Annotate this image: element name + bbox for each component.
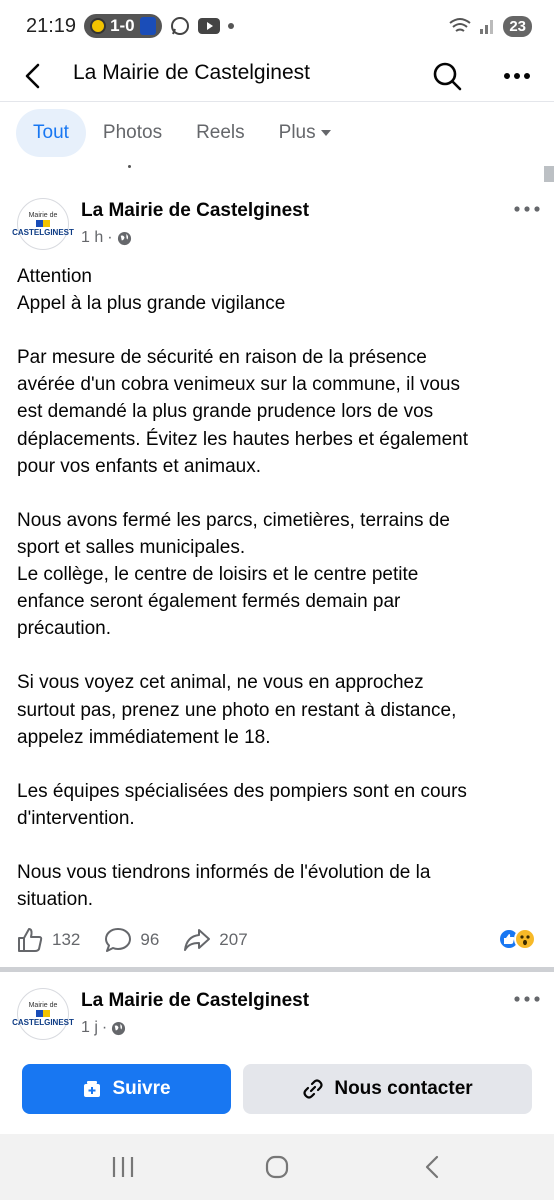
town-flag-icon-2 xyxy=(36,1010,50,1017)
post-text-line: Attention xyxy=(17,266,92,287)
post-text-line: d'intervention. xyxy=(17,807,135,829)
tab-plus[interactable] xyxy=(262,109,348,157)
post-more-icon[interactable] xyxy=(512,199,542,219)
notification-dot-icon xyxy=(228,23,234,29)
comment-icon xyxy=(104,926,132,954)
post-text-line: précaution. xyxy=(17,618,112,640)
post-meta-2 xyxy=(81,1019,126,1037)
post-text-line: Nous avons fermé les parcs, cimetières, terrains de xyxy=(17,509,450,531)
avatar-text-bottom: CASTELGINEST xyxy=(12,227,74,237)
follow-icon xyxy=(82,1079,102,1099)
team-crest-icon xyxy=(140,17,156,35)
post-text-line: Par mesure de sécurité en raison de la présence xyxy=(17,347,427,369)
contact-button[interactable] xyxy=(243,1064,532,1114)
back-arrow-icon[interactable] xyxy=(18,60,50,92)
search-icon[interactable] xyxy=(430,59,464,93)
page-avatar[interactable] xyxy=(12,198,74,250)
tab-tout[interactable]: Tout xyxy=(16,109,86,157)
paragraph-gap xyxy=(17,480,537,507)
post-text-line: Si vous voyez cet animal, ne vous en approchez xyxy=(17,672,424,694)
status-bar xyxy=(0,0,554,52)
youtube-icon xyxy=(198,18,220,34)
system-nav-bar xyxy=(0,1134,554,1200)
paragraph-gap xyxy=(17,317,537,344)
post-time-2[interactable]: 1 j xyxy=(81,1019,98,1036)
post-text-line: avérée d'un cobra venimeux sur la commune, il vous xyxy=(17,374,460,396)
link-icon xyxy=(302,1078,324,1100)
post-text-line: Les équipes spécialisées des pompiers sont en cours xyxy=(17,780,467,802)
avatar-text-bottom-2: CASTELGINEST xyxy=(12,1017,74,1027)
share-count: 207 xyxy=(219,930,248,949)
home-icon[interactable] xyxy=(262,1154,292,1180)
post-text-line: déplacements. Évitez les hautes herbes et également xyxy=(17,428,468,450)
back-nav-icon[interactable] xyxy=(418,1154,448,1180)
whatsapp-icon xyxy=(170,16,190,36)
live-score: 1-0 xyxy=(110,16,135,35)
share-icon xyxy=(183,926,211,954)
like-count: 132 xyxy=(52,930,81,949)
paragraph-gap xyxy=(17,832,537,859)
tab-reels[interactable]: Reels xyxy=(196,122,245,143)
avatar-text-top: Mairie de xyxy=(28,211,58,219)
comment-button[interactable] xyxy=(104,926,159,954)
status-time: 21:19 xyxy=(26,14,77,37)
thumbs-up-icon xyxy=(16,926,44,954)
contact-label: Nous contacter xyxy=(334,1078,473,1099)
avatar-text-top-2: Mairie de xyxy=(28,1001,58,1009)
post-time[interactable]: 1 h xyxy=(81,229,104,246)
globe-icon-2 xyxy=(111,1021,126,1036)
battery-indicator: 23 xyxy=(503,16,532,37)
post-text-line: appelez immédiatement le 18. xyxy=(17,726,271,748)
post-text-line: est demandé la plus grande prudence lors de vos xyxy=(17,401,434,423)
post-text-line: enfance seront également fermés demain par xyxy=(17,591,401,613)
post-text-line: pour vos enfants et animaux. xyxy=(17,455,261,477)
page-avatar-2[interactable] xyxy=(12,988,74,1040)
like-button[interactable] xyxy=(16,926,80,954)
post-text-line: Le collège, le centre de loisirs et le centre petite xyxy=(17,564,419,586)
reaction-summary[interactable] xyxy=(498,928,536,950)
page-header xyxy=(0,52,554,100)
post-separator xyxy=(0,967,554,972)
town-flag-icon xyxy=(36,220,50,227)
page-title: La Mairie de Castelginest xyxy=(73,61,310,84)
tab-plus-label: Plus xyxy=(278,122,316,143)
post-text-line: situation. xyxy=(17,889,94,911)
page-tabs xyxy=(16,108,348,158)
wow-reaction-icon xyxy=(514,928,536,950)
follow-label: Suivre xyxy=(112,1078,171,1099)
share-button[interactable] xyxy=(183,926,247,954)
post-text-line: Appel à la plus grande vigilance xyxy=(17,293,286,315)
separator-dot xyxy=(128,165,131,168)
follow-button[interactable] xyxy=(22,1064,231,1114)
signal-icon xyxy=(479,18,495,34)
post-author-2[interactable]: La Mairie de Castelginest xyxy=(81,990,310,1011)
post-actions xyxy=(16,922,538,958)
post-text-line: Nous vous tiendrons informés de l'évolution de la xyxy=(17,862,431,884)
paragraph-gap xyxy=(17,642,537,669)
post-more-icon-2[interactable] xyxy=(512,989,542,1009)
caret-down-icon xyxy=(321,130,331,136)
header-divider xyxy=(0,101,554,102)
paragraph-gap xyxy=(17,751,537,778)
comment-count: 96 xyxy=(140,930,160,949)
team-logo-icon xyxy=(90,18,106,34)
scrollbar[interactable] xyxy=(544,166,554,182)
meta-separator: · xyxy=(107,229,113,246)
tab-photos[interactable]: Photos xyxy=(102,122,163,143)
post-text-line: sport et salles municipales. xyxy=(17,536,246,558)
post-text-line: surtout pas, prenez une photo en restant à distance, xyxy=(17,699,457,721)
more-options-icon[interactable] xyxy=(500,60,534,92)
meta-separator-2: · xyxy=(101,1019,108,1036)
globe-icon xyxy=(117,231,132,246)
live-score-pill[interactable] xyxy=(84,14,162,38)
post-author[interactable]: La Mairie de Castelginest xyxy=(81,200,310,221)
post-text xyxy=(17,263,537,913)
post-meta xyxy=(81,229,132,247)
recent-apps-icon[interactable] xyxy=(108,1154,138,1180)
wifi-icon xyxy=(449,17,471,35)
page-action-bar xyxy=(0,1052,554,1132)
